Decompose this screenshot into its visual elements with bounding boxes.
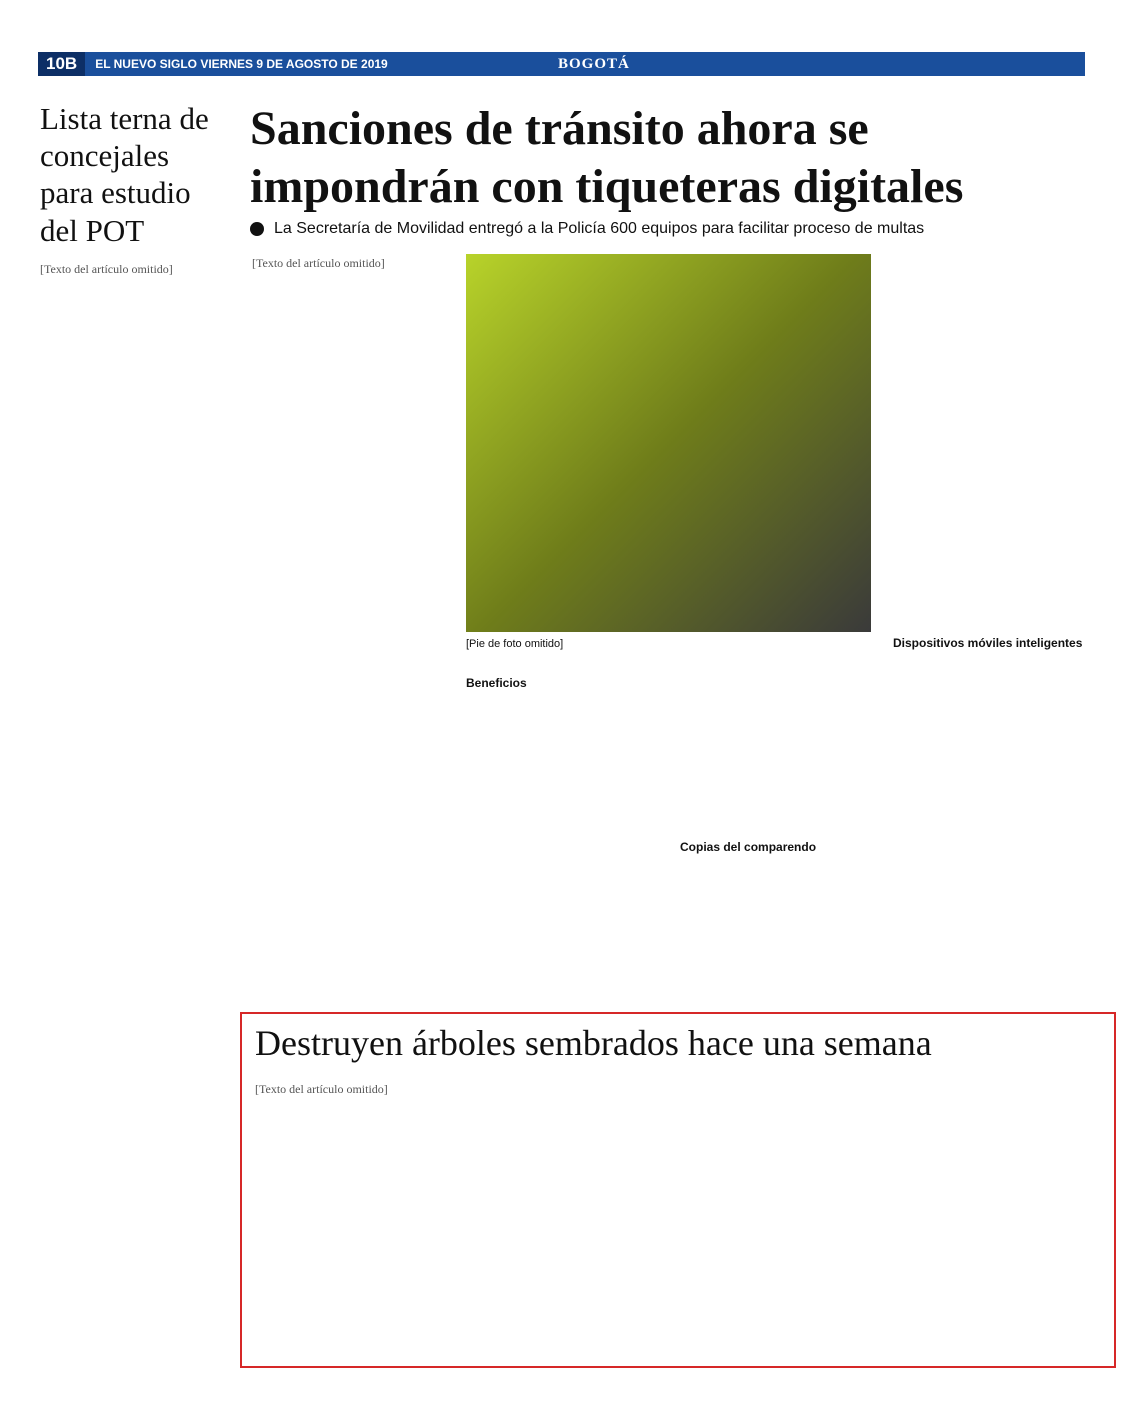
bullet-icon (250, 222, 264, 236)
side-story-body: [Texto del artículo omitido] (40, 262, 173, 276)
side-story-title: Lista terna de concejales para estudio del POT (40, 101, 209, 248)
photo-caption: [Pie de foto omitido] (466, 638, 564, 650)
page-header (38, 52, 1085, 76)
subhead-devices: Dispositivos móviles inteligentes (893, 636, 1083, 650)
page-number: 10B (38, 52, 85, 76)
masthead: EL NUEVO SIGLO VIERNES 9 DE AGOSTO DE 2019 (95, 57, 388, 71)
section-name: BOGOTÁ (558, 55, 630, 72)
subhead-benefits: Beneficios (466, 676, 527, 690)
main-story-title: Sanciones de tránsito ahora se impondrán con tiqueteras digitales (250, 102, 964, 213)
deck-text: La Secretaría de Movilidad entregó a la Policía 600 equipos para facilitar proceso de multas (274, 220, 925, 237)
boxed-story-frame (240, 1012, 1116, 1368)
main-photo (466, 254, 871, 632)
main-story-deck (250, 220, 924, 238)
boxed-story-title: Destruyen árboles sembrados hace una semana (255, 1023, 932, 1063)
boxed-story-body: [Texto del artículo omitido] (255, 1082, 388, 1096)
subhead-copies: Copias del comparendo (680, 840, 817, 854)
main-story-body: [Texto del artículo omitido] (252, 256, 385, 270)
